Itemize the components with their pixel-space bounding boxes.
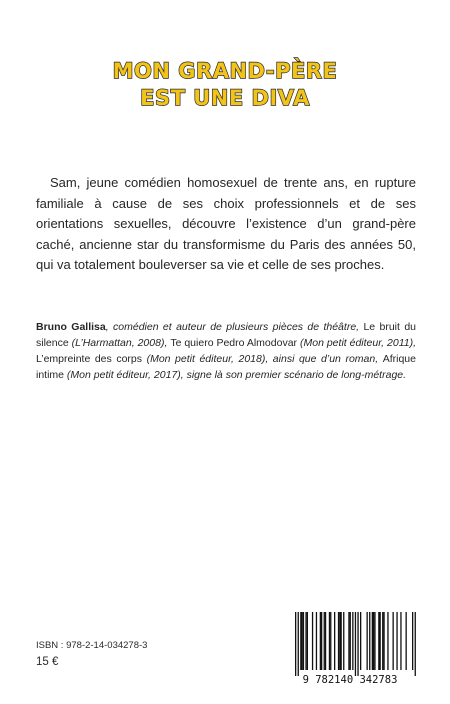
barcode-bar xyxy=(325,612,326,670)
bio-work-1: Le bruit du silence xyxy=(36,321,416,349)
barcode-bar xyxy=(396,612,397,670)
barcode-bar xyxy=(305,612,306,670)
bio-work-2: Te quiero Pedro Almodovar xyxy=(170,337,298,349)
barcode-bar xyxy=(298,612,299,676)
barcode-bar xyxy=(321,612,322,670)
barcode-bar xyxy=(338,612,339,670)
barcode-bar xyxy=(387,612,388,670)
barcode-bar xyxy=(329,612,330,670)
barcode-bar xyxy=(374,612,375,670)
barcode-bar xyxy=(339,612,340,670)
book-title-line-2: EST UNE DIVA xyxy=(140,86,310,110)
synopsis-paragraph: Sam, jeune comédien homosexuel de trente ans, en rupture familiale à cause de ses choix professionnels et de ses orientations sexuelles, découvre l’existence d’un grand-père caché, ancienne star du transformisme du Paris des années 50, qui va totalement bouleverser sa vie et celle de ses proches. xyxy=(36,175,416,272)
bio-text-2: (L’Harmattan, 2008), xyxy=(68,337,171,349)
barcode-bar xyxy=(372,612,373,670)
barcode-bar xyxy=(300,612,301,670)
barcode-bar xyxy=(373,612,374,670)
barcode-graphic xyxy=(283,610,417,686)
barcode-bar xyxy=(378,612,379,670)
barcode-bar xyxy=(295,612,296,676)
bio-work-3: L’empreinte des corps xyxy=(36,353,143,365)
barcode-bar xyxy=(320,612,321,670)
barcode-bar xyxy=(350,612,351,670)
bio-work-4: Afrique intime xyxy=(36,353,416,381)
book-title-line-1: MON GRAND-PÈRE xyxy=(112,59,338,83)
barcode-bar xyxy=(360,612,361,670)
isbn-text: ISBN : 978-2-14-034278-3 xyxy=(36,640,148,651)
barcode-bar xyxy=(367,612,368,670)
barcode-bar xyxy=(400,612,401,670)
barcode-bar xyxy=(412,612,413,670)
barcode-bar xyxy=(341,612,342,670)
price-text: 15 € xyxy=(36,656,59,668)
barcode-bar xyxy=(303,612,304,670)
barcode-bar xyxy=(393,612,394,670)
barcode-bar xyxy=(312,612,313,670)
barcode-bar xyxy=(380,612,381,670)
bio-text-3: (Mon petit éditeur, 2011), xyxy=(297,337,417,349)
barcode-bar xyxy=(382,612,383,670)
barcode-bar xyxy=(406,612,407,670)
barcode-bar xyxy=(357,612,358,676)
bio-text-1: , comédien et auteur de plusieurs pièces de théâtre, xyxy=(105,321,364,333)
bio-text-5: (Mon petit éditeur, 2017), signe là son premier scénario de long-métrage. xyxy=(64,369,407,381)
barcode-bar xyxy=(302,612,303,670)
barcode-bar xyxy=(348,612,349,670)
author-name: Bruno Gallisa xyxy=(36,321,106,333)
barcode-bar xyxy=(415,612,416,676)
barcode-bar xyxy=(343,612,344,670)
barcode-digits: 9 782140 342783 xyxy=(302,674,398,686)
barcode-bar xyxy=(307,612,308,670)
barcode xyxy=(283,610,417,686)
barcode-bar xyxy=(324,612,325,670)
author-bio xyxy=(36,319,416,383)
barcode-bar xyxy=(383,612,384,670)
book-title xyxy=(0,58,450,112)
barcode-bar xyxy=(316,612,317,670)
bio-text-4: (Mon petit éditeur, 2018), ainsi que d’un roman, xyxy=(142,353,383,365)
barcode-bar xyxy=(369,612,370,670)
barcode-bar xyxy=(330,612,331,670)
barcode-bar xyxy=(355,612,356,676)
barcode-bar xyxy=(352,612,353,670)
barcode-bar xyxy=(334,612,335,670)
